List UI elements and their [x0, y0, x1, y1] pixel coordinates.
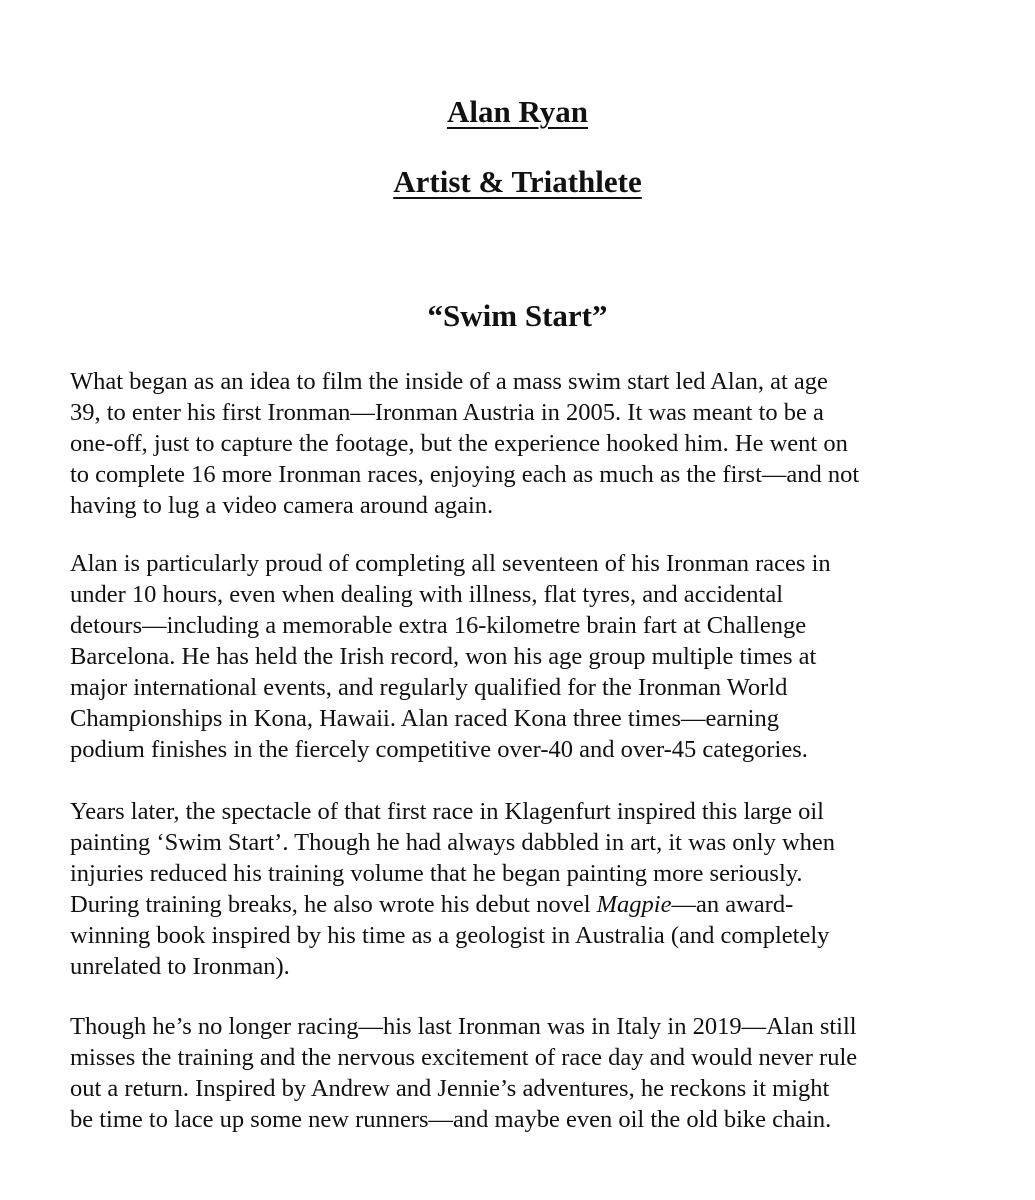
paragraph-line: Championships in Kona, Hawaii. Alan raced Kona three times—earning	[70, 705, 779, 732]
paragraph-future	[70, 1011, 960, 1135]
paragraph-painting	[70, 796, 960, 982]
paragraph-line: having to lug a video camera around again.	[70, 492, 494, 519]
novel-title: Magpie	[596, 891, 672, 918]
paragraph-line: Alan is particularly proud of completing all seventeen of his Ironman races in	[70, 550, 831, 577]
paragraph-line: misses the training and the nervous excitement of race day and would never rule	[70, 1044, 858, 1071]
paragraph-line: major international events, and regularly qualified for the Ironman World	[70, 674, 788, 701]
paragraph-origin	[70, 366, 960, 521]
paragraph-line: painting ‘Swim Start’. Though he had always dabbled in art, it was only when	[70, 829, 836, 856]
paragraph-line: one-off, just to capture the footage, but the experience hooked him. He went on	[70, 430, 848, 457]
artist-name: Alan Ryan	[446, 94, 589, 129]
paragraph-line: unrelated to Ironman).	[70, 953, 290, 980]
paragraph-line: Years later, the spectacle of that first race in Klagenfurt inspired this large oil	[70, 798, 824, 825]
novel-line-text: —an award-	[671, 891, 794, 918]
paragraph-line: injuries reduced his training volume that he began painting more seriously.	[70, 860, 803, 887]
paragraph-line: Though he’s no longer racing—his last Ironman was in Italy in 2019—Alan still	[70, 1013, 857, 1040]
paragraph-line: detours—including a memorable extra 16-kilometre brain fart at Challenge	[70, 612, 807, 639]
paragraph-line: winning book inspired by his time as a geologist in Australia (and completely	[70, 922, 830, 949]
paragraph-line: 39, to enter his first Ironman—Ironman Austria in 2005. It was meant to be a	[70, 399, 824, 426]
paragraph-line: podium finishes in the fiercely competitive over-40 and over-45 categories.	[70, 736, 808, 763]
paragraph-line: under 10 hours, even when dealing with illness, flat tyres, and accidental	[70, 581, 784, 608]
paragraph-achievements	[70, 548, 960, 765]
paragraph-line: What began as an idea to film the inside of a mass swim start led Alan, at age	[70, 368, 828, 395]
paragraph-line: be time to lace up some new runners—and maybe even oil the old bike chain.	[70, 1106, 832, 1133]
artist-subtitle: Artist & Triathlete	[393, 164, 642, 199]
novel-line-text: During training breaks, he also wrote his debut novel	[70, 891, 597, 918]
paragraph-line-with-novel	[70, 889, 960, 920]
paragraph-line: out a return. Inspired by Andrew and Jennie’s adventures, he reckons it might	[70, 1075, 830, 1102]
artwork-title: “Swim Start”	[427, 298, 608, 333]
paragraph-line: Barcelona. He has held the Irish record, won his age group multiple times at	[70, 643, 817, 670]
paragraph-line: to complete 16 more Ironman races, enjoying each as much as the first—and not	[70, 461, 860, 488]
